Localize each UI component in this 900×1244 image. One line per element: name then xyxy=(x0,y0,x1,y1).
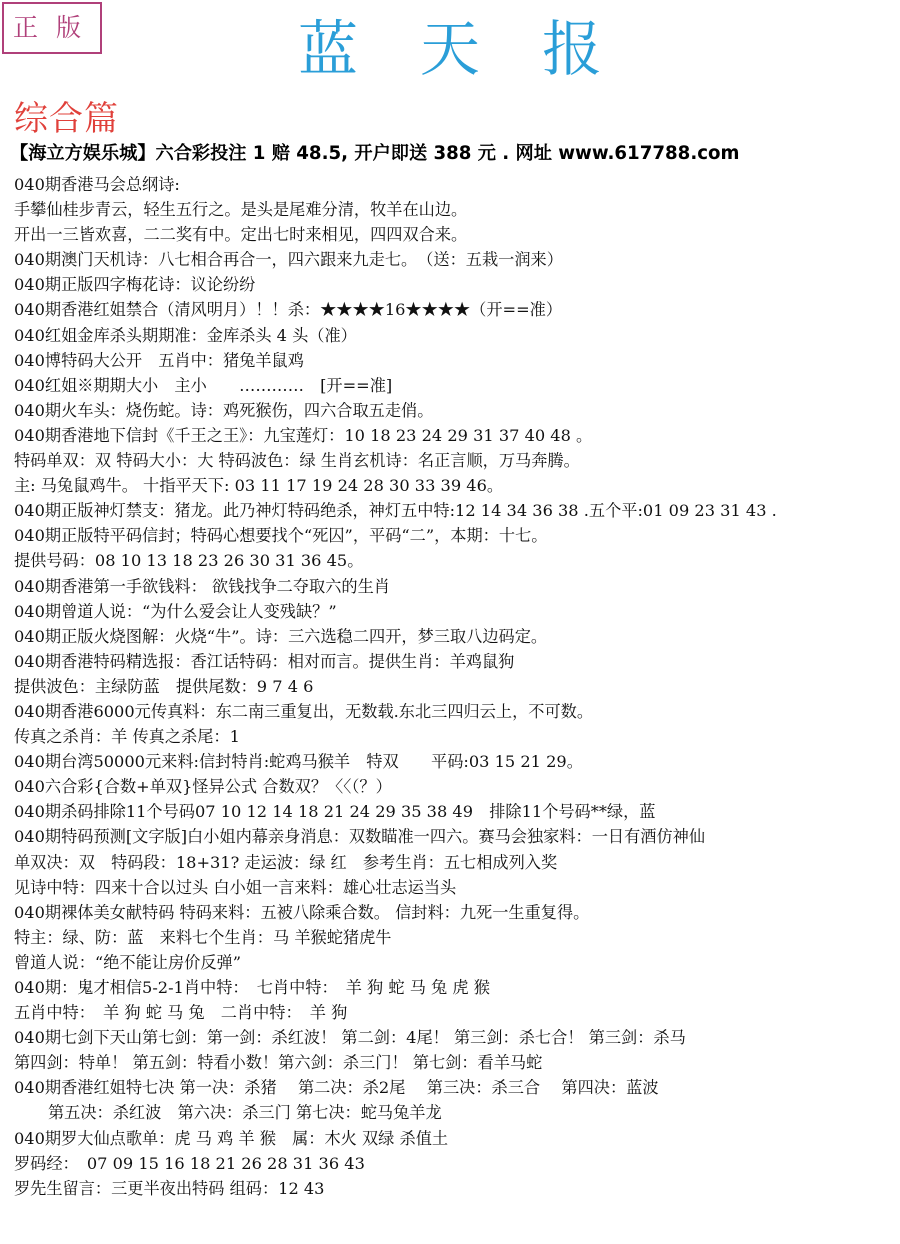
text-line: 040期：鬼才相信5-2-1肖中特： 七肖中特： 羊 狗 蛇 马 兔 虎 猴 xyxy=(14,978,490,997)
text-line: 040期七剑下天山第七剑：第一剑：杀红波！ 第二剑：4尾！ 第三剑：杀七合！ 第三剑：杀马 xyxy=(14,1028,686,1048)
text-line: 特主：绿、防：蓝 来料七个生肖：马 羊猴蛇猪虎牛 xyxy=(14,927,392,947)
text-line: 040期正版神灯禁支：猪龙。此乃神灯特码绝杀，神灯五中特:12 14 34 36 38 .五个平:01 09 23 31 43 . xyxy=(14,501,777,521)
text-line: 040红姐金库杀头期期准：金库杀头 4 头（准） xyxy=(14,325,357,345)
article-body xyxy=(14,172,894,1201)
text-line: 040期香港地下信封《千王之王》：九宝莲灯：10 18 23 24 29 31 37 40 48 。 xyxy=(14,425,593,445)
text-line: 040期正版特平码信封；特码心想要找个“死囚”，平码“二”，本期：十七。 xyxy=(14,526,548,546)
text-line: 040期杀码排除11个号码07 10 12 14 18 21 24 29 35 38 49 排除11个号码**绿，蓝 xyxy=(14,802,656,822)
text-line: 曾道人说：“绝不能让房价反弹” xyxy=(14,952,241,972)
text-line: 提供波色：主绿防蓝 提供尾数：9 7 4 6 xyxy=(14,676,314,696)
text-line: 第四剑：特单！ 第五剑：特看小数！第六剑：杀三门！ 第七剑：看羊马蛇 xyxy=(14,1053,543,1073)
text-line: 第五决：杀红波 第六决：杀三门 第七决：蛇马兔羊龙 xyxy=(48,1103,442,1123)
text-line: 开出一三皆欢喜，二二奖有中。定出七时来相见，四四双合来。 xyxy=(14,225,468,245)
text-line: 传真之杀肖：羊 传真之杀尾：1 xyxy=(14,727,240,747)
text-line: 提供号码：08 10 13 18 23 26 30 31 36 45。 xyxy=(14,551,364,571)
text-line: 040期裸体美女献特码 特码来料：五被八除乘合数。 信封料：九死一生重复得。 xyxy=(14,902,590,922)
ad-banner-text: 【海立方娱乐城】六合彩投注 1 赔 48.5, 开户即送 388 元 . 网址 www.617788.com xyxy=(10,143,740,164)
text-line: 040期正版四字梅花诗：议论纷纷 xyxy=(14,275,256,295)
text-line: 主: 马兔鼠鸡牛。 十指平天下: 03 11 17 19 24 28 30 33 39 46。 xyxy=(14,476,504,496)
text-line: 单双决：双 特码段：18+31? 走运波：绿 红 参考生肖：五七相成列入奖 xyxy=(14,852,558,872)
text-line: 040期正版火烧图解：火烧“牛”。诗：三六选稳二四开，梦三取八边码定。 xyxy=(14,626,548,646)
text-line: 手攀仙桂步青云，轻生五行之。是头是尾难分清，牧羊在山边。 xyxy=(14,200,468,220)
text-line: 040期澳门天机诗：八七相合再合一，四六跟来九走七。 （送：五栽一润来） xyxy=(14,250,563,270)
text-line: 040期香港特码精选报：香江话特码：相对而言。提供生肖：羊鸡鼠狗 xyxy=(14,651,515,671)
text-line: 040期特码预测[文字版]白小姐内幕亲身消息：双数瞄准一四六。赛马会独家料：一日有酒仿神仙 xyxy=(14,827,706,847)
text-line: 040期火车头：烧伤蛇。诗：鸡死猴伤，四六合取五走俏。 xyxy=(14,400,434,420)
text-line: 040六合彩{合数+单双}怪异公式 合数双？〈〈（？） xyxy=(14,777,392,797)
text-line: 040期曾道人说：“为什么爱会让人变残缺？” xyxy=(14,601,337,621)
text-line: 五肖中特： 羊 狗 蛇 马 兔 二肖中特： 羊 狗 xyxy=(14,1003,348,1023)
text-line: 040期香港红姐禁合（清风明月）！！杀：★★★★16★★★★（开==准） xyxy=(14,300,563,320)
text-line: 罗码经： 07 09 15 16 18 21 26 28 31 36 43 xyxy=(14,1153,365,1173)
text-line: 040期香港马会总纲诗: xyxy=(14,175,180,194)
text-line: 040期台湾50000元来料:信封特肖:蛇鸡马猴羊 特双 平码:03 15 21 29。 xyxy=(14,752,583,772)
text-line: 040红姐※期期大小 主小 ………… [开==准] xyxy=(14,375,393,395)
text-line: 特码单双：双 特码大小：大 特码波色：绿 生肖玄机诗：名正言顺，万马奔腾。 xyxy=(14,451,580,471)
edition-badge: 正版 xyxy=(2,2,102,54)
text-line: 罗先生留言：三更半夜出特码 组码：12 43 xyxy=(14,1178,325,1198)
text-line: 040期香港第一手欲钱料： 欲钱找争二夺取六的生肖 xyxy=(14,576,390,596)
text-line: 040期罗大仙点歌单：虎 马 鸡 羊 猴 属：木火 双绿 杀值土 xyxy=(14,1128,449,1148)
section-title: 综合篇 xyxy=(14,99,119,139)
text-line: 040期香港红姐特七决 第一决：杀猪 第二决：杀2尾 第三决：杀三合 第四决：蓝波 xyxy=(14,1078,659,1098)
text-line: 040期香港6000元传真料：东二南三重复出，无数载.东北三四归云上，不可数。 xyxy=(14,701,594,721)
text-line: 040博特码大公开 五肖中：猪兔羊鼠鸡 xyxy=(14,350,304,370)
text-line: 见诗中特：四来十合以过头 白小姐一言来料：雄心壮志运当头 xyxy=(14,877,457,897)
masthead-title: 蓝天报 xyxy=(298,15,664,85)
